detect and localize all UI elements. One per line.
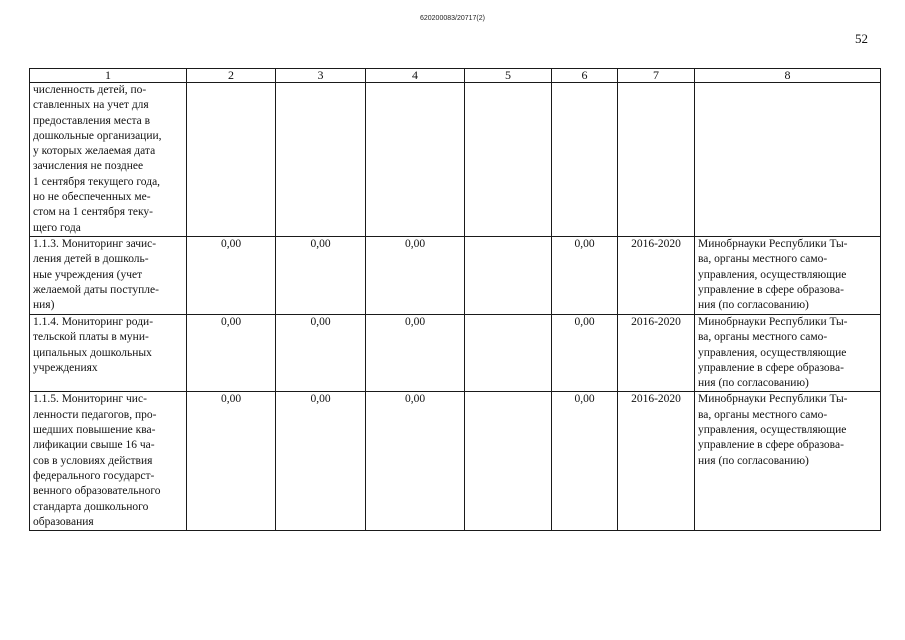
cell-text-line: Минобрнауки Республики Ты- [698, 316, 848, 328]
value-cell: 0,00 [187, 392, 276, 531]
value-cell: 0,00 [276, 237, 366, 315]
cell-text-line: венного образовательного [33, 485, 161, 498]
cell-text-line: ципальных дошкольных [33, 346, 152, 359]
period-cell [618, 83, 695, 237]
header-cell: 4 [366, 69, 465, 83]
cell-text-line: управления, осуществляющие [698, 424, 847, 437]
value-cell: 0,00 [552, 315, 618, 392]
value-cell [465, 83, 552, 237]
cell-text-line: ния) [33, 299, 55, 312]
header-cell: 2 [187, 69, 276, 83]
cell-text-line: ставленных на учет для [33, 99, 149, 112]
table-row [30, 315, 881, 392]
value-cell [187, 83, 276, 237]
cell-text-line: ления детей в дошколь- [33, 253, 149, 266]
table-row [30, 83, 881, 237]
cell-text-line: но не обеспеченных ме- [33, 191, 151, 204]
period-cell: 2016-2020 [618, 315, 695, 392]
cell-text-line: управление в сфере образова- [698, 439, 844, 452]
value-cell [276, 83, 366, 237]
responsible-cell [695, 315, 881, 392]
cell-text-line: управление в сфере образова- [698, 361, 844, 374]
activity-name-cell [30, 315, 187, 392]
cell-text-line: управление в сфере образова- [698, 283, 844, 296]
value-cell: 0,00 [366, 392, 465, 531]
header-cell: 8 [695, 69, 881, 83]
cell-text-line: Минобрнауки Республики Ты- [698, 393, 848, 406]
header-row [30, 69, 881, 83]
cell-text-line: ния (по согласованию) [698, 377, 809, 390]
cell-text-line: лификации свыше 16 ча- [33, 439, 155, 452]
header-cell: 5 [465, 69, 552, 83]
activity-name-cell [30, 83, 187, 237]
value-cell: 0,00 [276, 392, 366, 531]
cell-text-line: ленности педагогов, про- [33, 408, 157, 421]
value-cell [465, 315, 552, 392]
cell-text-line: сов в условиях действия [33, 454, 153, 467]
value-cell: 0,00 [366, 315, 465, 392]
table-row [30, 237, 881, 315]
cell-text-line: 1.1.4. Мониторинг роди- [33, 316, 154, 328]
cell-text-line: управления, осуществляющие [698, 346, 847, 359]
cell-text-line: шедших повышение ква- [33, 424, 156, 437]
value-cell [465, 392, 552, 531]
value-cell [552, 83, 618, 237]
responsible-cell [695, 83, 881, 237]
value-cell: 0,00 [552, 392, 618, 531]
cell-text-line: предоставления места в [33, 114, 151, 127]
value-cell: 0,00 [187, 315, 276, 392]
responsible-cell [695, 237, 881, 315]
cell-text-line: стандарта дошкольного [33, 500, 149, 513]
cell-text-line: тельской платы в муни- [33, 331, 149, 344]
value-cell [366, 83, 465, 237]
cell-text-line: ва, органы местного само- [698, 408, 828, 421]
cell-text-line: 1 сентября текущего года, [33, 175, 161, 188]
cell-text-line: федерального государст- [33, 469, 155, 482]
header-cell: 1 [30, 69, 187, 83]
value-cell: 0,00 [187, 237, 276, 315]
cell-text-line: образования [33, 515, 94, 528]
activity-name-cell [30, 237, 187, 315]
program-activities-table [29, 68, 881, 531]
value-cell [465, 237, 552, 315]
responsible-cell [695, 392, 881, 531]
cell-text-line: ные учреждения (учет [33, 268, 143, 281]
cell-text-line: 1.1.3. Мониторинг зачис- [33, 238, 157, 250]
cell-text-line: дошкольные организации, [33, 129, 162, 142]
value-cell: 0,00 [276, 315, 366, 392]
cell-text-line: стом на 1 сентября теку- [33, 206, 153, 219]
cell-text-line: Минобрнауки Республики Ты- [698, 238, 848, 250]
header-cell: 3 [276, 69, 366, 83]
cell-text-line: щего года [33, 221, 81, 234]
header-cell: 6 [552, 69, 618, 83]
cell-text-line: ва, органы местного само- [698, 253, 828, 266]
cell-text-line: учреждениях [33, 361, 98, 374]
cell-text-line: зачисления не позднее [33, 160, 144, 173]
cell-text-line: у которых желаемая дата [33, 145, 156, 158]
period-cell: 2016-2020 [618, 392, 695, 531]
period-cell: 2016-2020 [618, 237, 695, 315]
activity-name-cell [30, 392, 187, 531]
header-cell: 7 [618, 69, 695, 83]
cell-text-line: управления, осуществляющие [698, 268, 847, 281]
table-row [30, 392, 881, 531]
page-number: 52 [855, 31, 868, 46]
document-code: 620200083/20717(2) [419, 15, 485, 22]
cell-text-line: 1.1.5. Мониторинг чис- [33, 393, 147, 406]
value-cell: 0,00 [552, 237, 618, 315]
value-cell: 0,00 [366, 237, 465, 315]
cell-text-line: ва, органы местного само- [698, 331, 828, 344]
cell-text-line: численность детей, по- [33, 84, 147, 96]
cell-text-line: ния (по согласованию) [698, 299, 809, 312]
cell-text-line: ния (по согласованию) [698, 454, 809, 467]
cell-text-line: желаемой даты поступле- [33, 283, 159, 296]
